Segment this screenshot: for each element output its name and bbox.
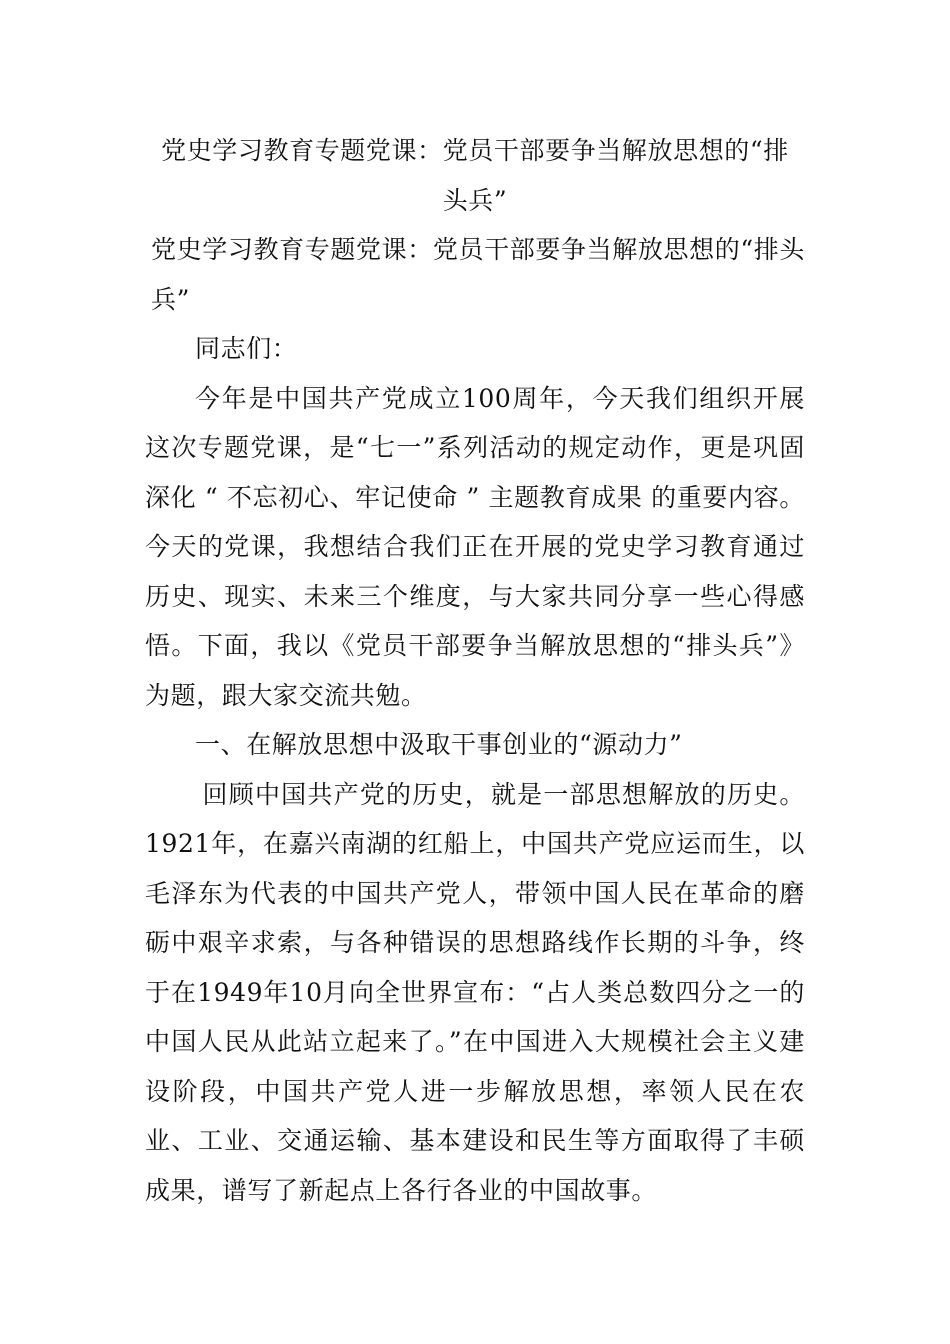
document-title: 党史学习教育专题党课：党员干部要争当解放思想的“排头兵” bbox=[161, 136, 789, 215]
document-subtitle: 党史学习教育专题党课：党员干部要争当解放思想的“排头兵” bbox=[151, 235, 805, 314]
intro-paragraph: 今年是中国共产党成立100周年，今天我们组织开展这次专题党课，是“七一”系列活动的规定动作，更是巩固深化 “ 不忘初心、牢记使命 ” 主题教育成果 的重要内容。今天的党课，我想结合我们正在开展的党史学习教育通过历史、现实、未来三个维度，与大家共同分享一些心得感悟。下面，我以《党员干部要争当解放思想的“排头兵”》为题，跟大家交流共勉。 bbox=[145, 383, 805, 710]
section-paragraph: 回顾中国共产党的历史，就是一部思想解放的历史。1921年，在嘉兴南湖的红船上，中国共产党应运而生，以毛泽东为代表的中国共产党人，带领中国人民在革命的磨砺中艰辛求索，与各种错误的思想路线作长期的斗争，终于在1949年10月向全世界宣布：“占人类总数四分之一的中国人民从此站立起来了。”在中国进入大规模社会主义建设阶段，中国共产党人进一步解放思想，率领人民在农业、工业、交通运输、基本建设和民生等方面取得了丰硕成果，谱写了新起点上各行各业的中国故事。 bbox=[145, 779, 805, 1205]
greeting: 同志们： bbox=[195, 334, 298, 363]
section-heading: 一、在解放思想中汲取干事创业的“源动力” bbox=[195, 730, 683, 759]
document-body bbox=[145, 126, 805, 1215]
